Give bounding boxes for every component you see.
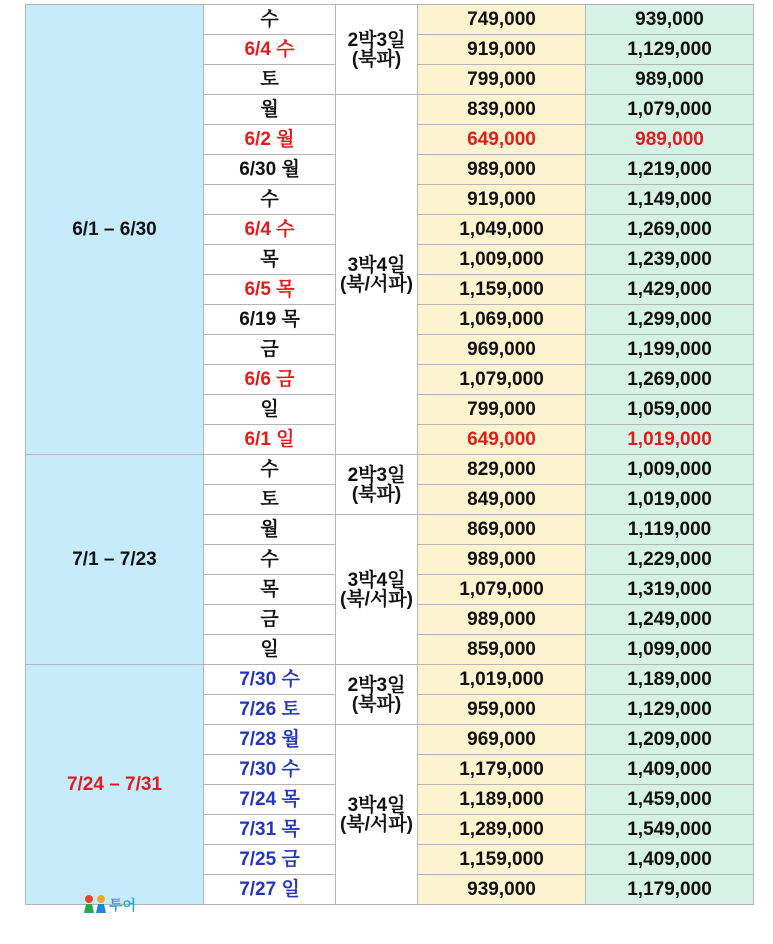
price-cell: 1,229,000 [586,545,754,575]
price-cell: 1,119,000 [586,515,754,545]
price-cell: 1,179,000 [418,755,586,785]
table-row [26,455,754,485]
price-cell: 1,049,000 [418,215,586,245]
price-cell: 1,219,000 [586,155,754,185]
price-cell: 649,000 [418,125,586,155]
kids-tour-logo-icon [82,893,148,915]
price-cell: 869,000 [418,515,586,545]
price-cell: 1,189,000 [418,785,586,815]
table-row [26,5,754,35]
price-cell: 1,299,000 [586,305,754,335]
price-cell: 1,269,000 [586,365,754,395]
price-cell: 1,009,000 [418,245,586,275]
price-cell: 919,000 [418,35,586,65]
price-cell: 969,000 [418,335,586,365]
price-cell: 959,000 [418,695,586,725]
price-cell: 1,249,000 [586,605,754,635]
day-cell: 목 [204,245,336,275]
price-cell: 1,409,000 [586,755,754,785]
day-cell: 목 [204,575,336,605]
price-cell: 989,000 [418,545,586,575]
price-cell: 1,199,000 [586,335,754,365]
stay-cell: 2박3일 (북파) [336,5,418,95]
price-cell: 989,000 [586,125,754,155]
day-cell: 7/24 목 [204,785,336,815]
price-cell: 1,269,000 [586,215,754,245]
day-cell: 수 [204,5,336,35]
price-cell: 939,000 [418,875,586,905]
price-cell: 1,189,000 [586,665,754,695]
day-cell: 6/5 목 [204,275,336,305]
price-cell: 989,000 [418,155,586,185]
day-cell: 토 [204,65,336,95]
day-cell: 수 [204,185,336,215]
price-cell: 1,019,000 [418,665,586,695]
price-cell: 939,000 [586,5,754,35]
price-cell: 1,009,000 [586,455,754,485]
day-cell: 일 [204,395,336,425]
stay-cell: 3박4일 (북/서파) [336,95,418,455]
period-cell: 7/1 – 7/23 [26,455,204,665]
price-cell: 799,000 [418,65,586,95]
day-cell: 토 [204,485,336,515]
day-cell: 7/30 수 [204,755,336,785]
price-cell: 1,079,000 [418,365,586,395]
day-cell: 금 [204,605,336,635]
day-cell: 6/1 일 [204,425,336,455]
price-cell: 1,159,000 [418,275,586,305]
price-cell: 1,209,000 [586,725,754,755]
period-cell: 7/24 – 7/31 [26,665,204,905]
day-cell: 7/27 일 [204,875,336,905]
day-cell: 7/30 수 [204,665,336,695]
kids-figure-icon [84,895,106,913]
price-cell: 989,000 [418,605,586,635]
price-table [25,4,754,905]
price-cell: 1,129,000 [586,35,754,65]
price-cell: 1,079,000 [418,575,586,605]
price-cell: 829,000 [418,455,586,485]
price-cell: 969,000 [418,725,586,755]
day-cell: 7/31 목 [204,815,336,845]
price-cell: 1,319,000 [586,575,754,605]
price-cell: 1,159,000 [418,845,586,875]
day-cell: 금 [204,335,336,365]
price-cell: 649,000 [418,425,586,455]
price-cell: 849,000 [418,485,586,515]
price-cell: 839,000 [418,95,586,125]
price-cell: 1,069,000 [418,305,586,335]
price-cell: 1,409,000 [586,845,754,875]
day-cell: 6/4 수 [204,35,336,65]
price-cell: 1,019,000 [586,425,754,455]
price-cell: 749,000 [418,5,586,35]
price-cell: 799,000 [418,395,586,425]
day-cell: 6/6 금 [204,365,336,395]
price-cell: 1,549,000 [586,815,754,845]
price-cell: 1,239,000 [586,245,754,275]
day-cell: 월 [204,515,336,545]
price-cell: 1,429,000 [586,275,754,305]
price-cell: 989,000 [586,65,754,95]
stay-cell: 2박3일 (북파) [336,665,418,725]
price-cell: 1,179,000 [586,875,754,905]
price-cell: 1,059,000 [586,395,754,425]
day-cell: 7/25 금 [204,845,336,875]
stay-cell: 3박4일 (북/서파) [336,725,418,905]
period-cell: 6/1 – 6/30 [26,5,204,455]
day-cell: 6/19 목 [204,305,336,335]
price-cell: 1,149,000 [586,185,754,215]
table-row [26,665,754,695]
day-cell: 7/26 토 [204,695,336,725]
price-cell: 1,099,000 [586,635,754,665]
price-cell: 1,019,000 [586,485,754,515]
price-cell: 1,459,000 [586,785,754,815]
day-cell: 수 [204,545,336,575]
day-cell: 6/30 월 [204,155,336,185]
price-cell: 1,289,000 [418,815,586,845]
day-cell: 월 [204,95,336,125]
stay-cell: 3박4일 (북/서파) [336,515,418,665]
day-cell: 일 [204,635,336,665]
price-cell: 1,079,000 [586,95,754,125]
day-cell: 6/4 수 [204,215,336,245]
day-cell: 수 [204,455,336,485]
price-cell: 859,000 [418,635,586,665]
day-cell: 6/2 월 [204,125,336,155]
price-cell: 1,129,000 [586,695,754,725]
logo-text: 투어 [109,898,137,914]
day-cell: 7/28 월 [204,725,336,755]
stay-cell: 2박3일 (북파) [336,455,418,515]
price-cell: 919,000 [418,185,586,215]
